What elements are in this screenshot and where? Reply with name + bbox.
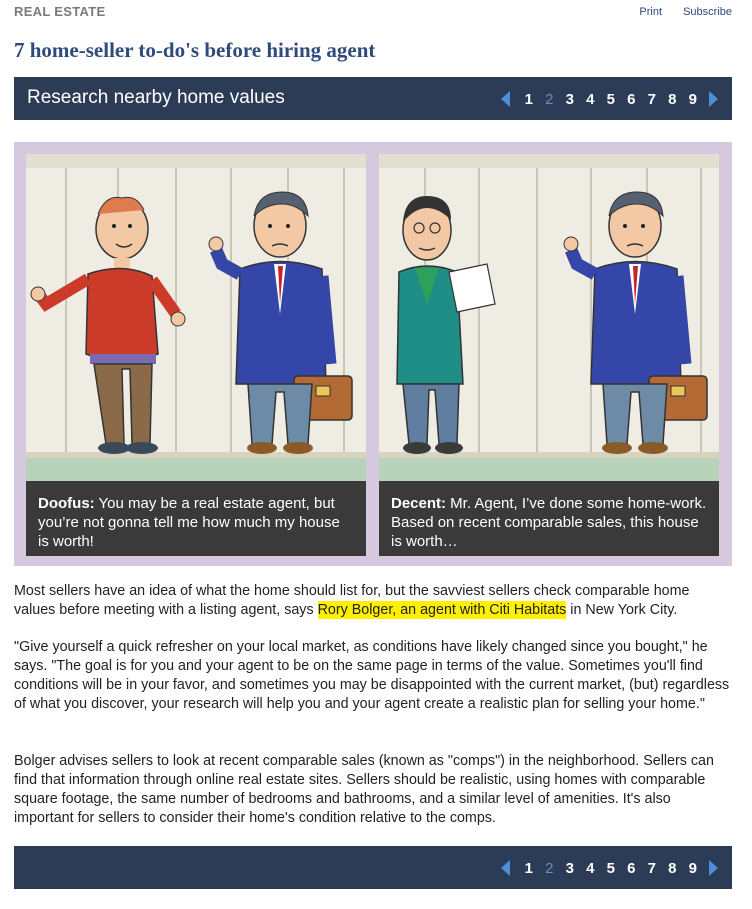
comic-frame <box>14 142 732 566</box>
paragraph-1 <box>14 582 734 620</box>
page-number-3[interactable]: 3 <box>565 90 574 108</box>
section-label: REAL ESTATE <box>14 4 106 19</box>
page-number-8[interactable]: 8 <box>668 859 677 877</box>
top-links <box>621 6 732 18</box>
page-number-6[interactable]: 6 <box>627 90 636 108</box>
print-link[interactable]: Print <box>639 6 663 18</box>
caption-speaker: Doofus: <box>38 495 95 512</box>
comic-panel-left <box>26 154 366 556</box>
page-number-1[interactable]: 1 <box>524 90 533 108</box>
page-number-7[interactable]: 7 <box>647 859 656 877</box>
paragraph-1-start: Most sellers have an idea of what the home should list for, but the savviest sellers check comparable home values before meeting with a listing agent, says <box>14 583 690 618</box>
page-number-4[interactable]: 4 <box>586 859 595 877</box>
paragraph-3: Bolger advises sellers to look at recent comparable sales (known as "comps") in the neighborhood. Sellers can find that information through online real estate sites. Sellers should be realistic, using homes with comparable square footage, the same number of bedrooms and bathrooms, and a similar level of amenities. It's also important for sellers to consider their home's condition relative to the comps. <box>14 753 714 826</box>
page-number-4[interactable]: 4 <box>586 90 595 108</box>
agent-link[interactable]: Rory Bolger, an agent with Citi Habitats <box>317 602 567 618</box>
caption-left <box>26 481 366 556</box>
page-numbers <box>519 860 704 877</box>
page-number-2[interactable]: 2 <box>545 859 554 877</box>
slide-title: Research nearby home values <box>27 87 285 108</box>
subscribe-link[interactable]: Subscribe <box>683 6 732 18</box>
page-number-9[interactable]: 9 <box>688 859 697 877</box>
page-number-5[interactable]: 5 <box>606 859 615 877</box>
page-number-9[interactable]: 9 <box>688 90 697 108</box>
caption-right <box>379 481 719 556</box>
pager-bottom <box>501 857 719 879</box>
comic-panel-right <box>379 154 719 556</box>
page-number-7[interactable]: 7 <box>647 90 656 108</box>
page-number-3[interactable]: 3 <box>565 859 574 877</box>
paragraph-1-end: in New York City. <box>566 602 678 618</box>
prev-arrow-icon[interactable] <box>501 860 510 876</box>
next-arrow-icon[interactable] <box>709 860 718 876</box>
top-bar <box>14 4 732 22</box>
page-number-5[interactable]: 5 <box>606 90 615 108</box>
page-number-8[interactable]: 8 <box>668 90 677 108</box>
next-arrow-icon[interactable] <box>709 91 718 107</box>
caption-speaker: Decent: <box>391 495 447 512</box>
article-title: 7 home-seller to-do's before hiring agent <box>14 38 376 62</box>
caption-text: Mr. Agent, I’ve done some home-work. Based on recent comparable sales, this house is worth… <box>391 495 707 550</box>
paragraph-2: "Give yourself a quick refresher on your local market, as conditions have likely changed since you bought," he says. "The goal is for you and your agent to be on the same page in terms of the value. Sometimes you'll find conditions will be in your favor, and sometimes you may be disappointed with the current market, (but) regardless of what you discover, your research will help you and your agent create a realistic plan for selling your home." <box>14 639 730 712</box>
page-numbers <box>519 91 704 108</box>
page-number-6[interactable]: 6 <box>627 859 636 877</box>
pager-top <box>501 88 719 110</box>
prev-arrow-icon[interactable] <box>501 91 510 107</box>
slideshow-nav-top <box>14 77 732 120</box>
page-number-2[interactable]: 2 <box>545 90 554 108</box>
slideshow-nav-bottom <box>14 846 732 889</box>
caption-text: You may be a real estate agent, but you’re not gonna tell me how much my house is worth! <box>38 495 340 550</box>
page-number-1[interactable]: 1 <box>524 859 533 877</box>
